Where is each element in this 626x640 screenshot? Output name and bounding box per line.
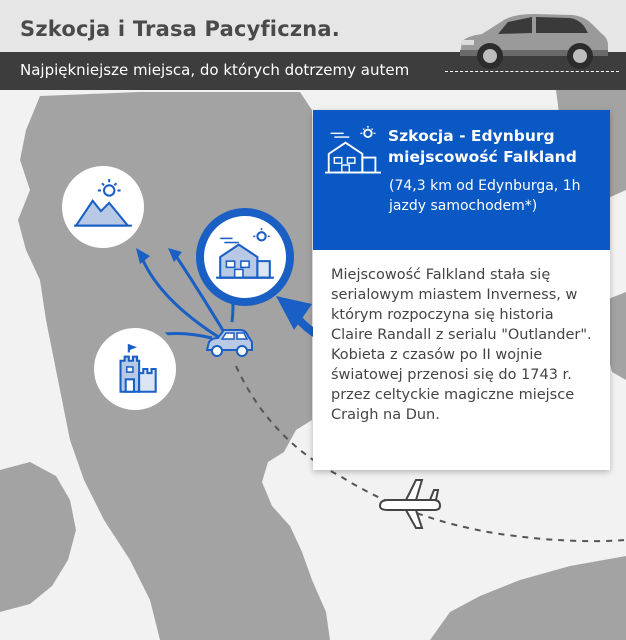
airplane-icon: [376, 476, 442, 532]
page-title: Szkocja i Trasa Pacyficzna.: [20, 17, 340, 41]
card-description: Miejscowość Falkland stała się serialowym miastem Inverness, w którym rozpoczyna się historia Claire Randall z serialu "Outlander". Kobieta z czasów po II wojnie światowej przenosi się do 1743 r. przez celtyckie magiczne miejsce Craigh na Dun.: [331, 267, 592, 423]
card-distance: (74,3 km od Edynburga, 1h jazdy samochodem*): [389, 178, 581, 214]
car-illustration: [452, 6, 612, 72]
card-house-icon: [325, 124, 381, 180]
page-subtitle: Najpiękniejsze miejsca, do których dotrzemy autem: [20, 61, 410, 79]
car-icon: [203, 326, 255, 360]
mountains-circle: [56, 160, 150, 254]
castle-circle: [88, 322, 182, 416]
house-circle: [196, 208, 294, 306]
card-header: [313, 110, 610, 250]
castle-icon: [104, 338, 166, 400]
info-card: [313, 110, 610, 470]
house-sun-icon: [214, 226, 276, 288]
card-title: Szkocja - Edynburg miejscowość Falkland: [388, 127, 577, 166]
mountains-sun-icon: [72, 176, 134, 238]
